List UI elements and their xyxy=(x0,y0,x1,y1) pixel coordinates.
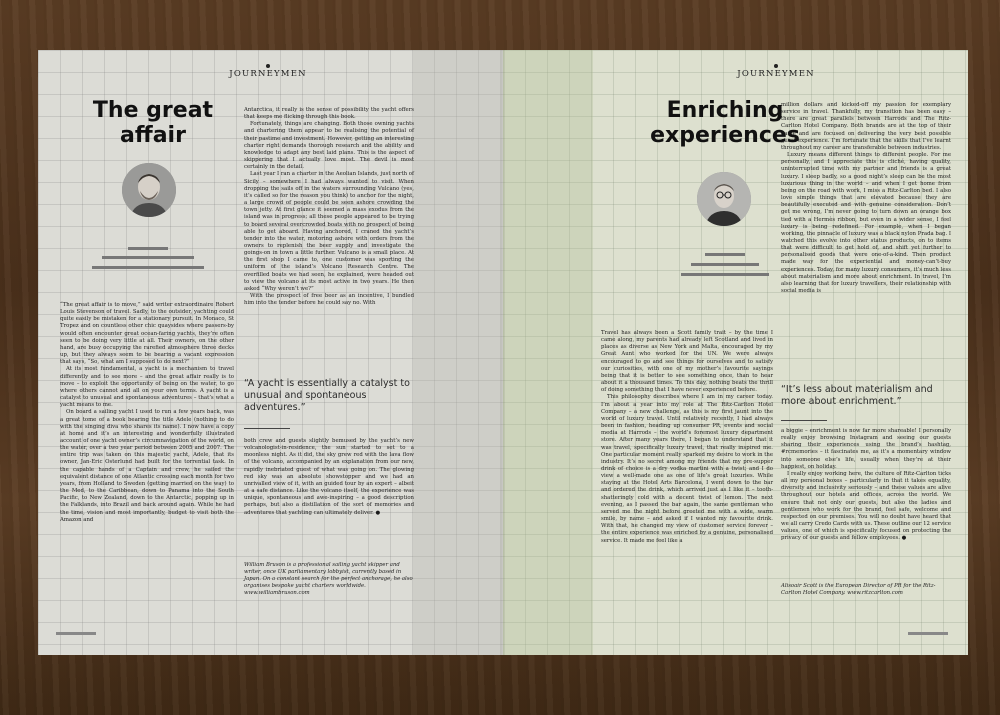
paragraph: I really enjoy working here, the culture of Ritz-Carlton ticks all my personal boxes – particularly in that it takes equality, diversity and inclusivity seriously – and these values are alive throughout our hotels and offices, across the world. We ensure that not only our guests, but also the ladies and gentlemen who work for the brand, feel safe, welcome and respected on our premises. You will no doubt have heard that we all carry Credo Cards with us. These outline our 12 service values, one of which is specifically focused on protecting the privacy of our guests and fellow employees. ● xyxy=(781,470,951,542)
page-number-bar xyxy=(56,632,96,635)
paragraph: On board a sailing yacht I used to run a few years back, was a great tome of a book bearing the title Adele (nothing to do with the singing diva who shares its name). I now have a copy at home and it’s an interesting and wonderfully illustrated account of one yacht owner’s circumnavigation of the world, on the water, over a two year period between 2005 and 2007. The entire trip was taken on this majestic yacht, Adele, that its owner, Jan-Eric Osterlund had built for the torrential task. In the capable hands of a Captain and crew, he sailed the equivalent distance of one Atlantic crossing each month for two years, from Holland to Sweden (getting married on the way) to the Med, to the Caribbean, down to Panama into the South Pacific, to New Zealand, down to the Antarctic, popping up in the Falklands, into Brazil and back around again. While he had the time, vision and most importantly, budget to visit both the Amazon and xyxy=(60,409,234,523)
paragraph: a biggie – enrichment is now far more shareable! I personally really enjoy browsing Instagram and seeing our guests sharing their experiences using the brand’s hashtag, #rcmemories – it fascinates me, as it’s a momentary window into someone else’s life, usually when they’re at their happiest, on holiday. xyxy=(781,428,951,470)
masthead xyxy=(208,64,328,79)
author-role-bar xyxy=(681,273,769,276)
title-line-2: experiences xyxy=(650,123,800,148)
author-name-bar xyxy=(128,247,168,250)
paragraph: both crew and guests slightly bemused by the yacht’s new volcanologist-in-residence, the sun started to set to a moonless night. As it did, the sky grew red with the lava flow of the volcano, accompanied by an explanation from our new, rapidly inebriated guest of what was going on. The glowing red sky was an absolute showstopper and we had an unrivalled view of it, with an guided tour by an expert – albeit at a safe distance. Like the volcano itself, the experience was unique, spontaneous and awe-inspiring – a good description perhaps, but also a distillation of the sort of memories and adventures that yachting can ultimately deliver. ● xyxy=(244,438,414,516)
masthead-dot-icon xyxy=(266,64,270,68)
title-line-1: The great xyxy=(92,98,214,123)
paragraph: “The great affair is to move,” said writer extraordinaire Robert Louis Stevenson of travel. Sadly, to the outsider, yachting could quite easily be mistaken for a stationary pursuit. In Monaco, St Tropez and on countless other chic quaysides where passers-by would often encounter great ocean-faring yachts, they’re often seen to be doing very little at all. Their owners, on the other hand, are busy occupying the rarefied atmosphere three decks up, but they always seem to be bearing a vacant expression that says, “So, what am I supposed to do next?” xyxy=(60,302,234,366)
pull-quote-rule xyxy=(244,428,290,429)
author-portrait xyxy=(697,172,751,226)
magazine-spread xyxy=(38,50,968,655)
left-page xyxy=(38,50,503,655)
author-name-bar xyxy=(705,253,745,256)
sage-column-band xyxy=(503,50,593,655)
masthead-label: JOURNEYMEN xyxy=(737,69,815,79)
masthead xyxy=(716,64,836,79)
body-column-1 xyxy=(601,330,773,545)
spine-gutter xyxy=(501,50,505,655)
paragraph: Last year I ran a charter in the Aeolian Islands, just north of Sicily – somewhere I had always wanted to visit. When dropping the sails off in the waters surrounding Vulcano (yes, it’s called so for the reason you think) to anchor for the night, a large crowd of people could be seen ashore crowding the town jetty. At first glance it seemed a mass exodus from the island was in progress; all these people appeared to be trying to board several overcrowded boats with no prospect of being able to get aboard. Having anchored, I craned the yacht’s tender into the water, motoring ashore with orders from the owners to replenish the beer supply and investigate the goings-on in town a little further. Vulcano is a small place. At the first shop I came to, one customer was sporting the uniform of the island’s Volcano Research Centre. The overfilled boats we had seen, he explained, were headed out to view the volcano at its most active in two years. He then asked “Why weren’t we?” xyxy=(244,171,414,292)
paragraph: Antarctica, it really is the sense of possibility the yacht offers that keeps me flicking through this book. xyxy=(244,107,414,121)
body-column-2-bottom xyxy=(244,438,414,517)
pull-quote-rule xyxy=(781,420,827,421)
author-role-bar xyxy=(92,266,204,269)
grey-column-band xyxy=(413,50,503,655)
right-page xyxy=(503,50,968,655)
paragraph: This philosophy describes where I am in my career today. I’m about a year into my role at The Ritz-Carlton Hotel Company – a new challenge, as this is my first jaunt into the world of luxury travel. Until relatively recently, I had always been in fashion, heading up consumer PR, events and social media at Harrods – the world’s foremost luxury department store. After many years there, I began to understand that it was travel, specifically luxury travel, that really inspired me. One particular moment really sparked my desire to work in the industry. It’s no secret among my friends that my pre-supper drink of choice is a dry vodka martini with a twist; and I do view a well-made one as one of life’s great luxuries. While staying at the Hotel Arts Barcelona, I went down to the bar and ordered the drink, which arrived just as I like it – tooth-shatteringly cold with a decent twist of lemon. The next evening, as I passed the bar again, the same gentleman who served me the night before greeted me with a wide, warm smile, by name – and asked if I wanted my favourite drink. With that, he changed my view of customer service forever – the entire experience was enriched by a genuine, personalised service. It made me feel like a xyxy=(601,394,773,544)
page-title xyxy=(63,98,243,148)
author-portrait xyxy=(122,163,176,217)
paragraph: Travel has always been a Scott family trait – by the time I came along, my parents had already left Scotland and lived in places as diverse as New York and Malta, encouraged by my Great Aunt who worked for the UN. We were always encouraged to go and see things for ourselves and to satisfy our curiosities, with one of my mother’s favourite sayings being that it is better to see something once, than to hear about it a thousand times. To this day, nothing beats the thrill of doing something that I have never experienced before. xyxy=(601,330,773,394)
paragraph: Luxury means different things to different people. For me personally, and I appreciate this is cliché, having quality, uninterrupted time with my partner and friends is a great luxury. I sleep badly, so a good night’s sleep can be the most luxurious thing in the world – and when I get home from being on the road with work, I miss a Ritz-Carlton bed. I also love simple things that are elevated because they are beautifully executed and with genuine consideration. Don’t get me wrong, I’m never going to turn down an orange box tied with a Hermès ribbon, but even in a wider sense, I feel luxury is being redefined. For example, when I began working, the pinnacle of luxury was a black nylon Prada bag. I watched this evolve into other status products, on to items that were difficult to get hold of, and shift yet further to personalised goods that were one-of-a-kind. Then product made way for the experiential and money-can’t-buy experiences. Today, for many luxury consumers, it’s much less about materialism and more about enrichment. In travel, I’m also learning that for luxury travellers, their relationship with social media is xyxy=(781,152,951,295)
page-number-bar xyxy=(908,632,948,635)
paragraph: With the prospect of free beer as an incentive, I bundled him into the tender before he could say no. With xyxy=(244,293,414,307)
masthead-label: JOURNEYMEN xyxy=(229,69,307,79)
body-column-1 xyxy=(60,302,234,524)
pull-quote: “A yacht is essentially a catalyst to unusual and spontaneous adventures.” xyxy=(244,378,410,413)
paragraph: million dollars and kicked-off my passion for exemplary service in travel. Thankfully, my transition has been easy – there are great parallels between Harrods and The Ritz-Carlton Hotel Company. Both brands are at the top of their game and are focused on delivering the very best possible guest experience. I’m fortunate that the skills that I’ve learnt throughout my career are transferable between industries. xyxy=(781,102,951,151)
paragraph: At its most fundamental, a yacht is a mechanism to travel differently and to see more – and the great affair really is to move – to exploit the opportunity of being on the water, to go where others cannot and all on your own terms. A yacht is a catalyst to unusual and spontaneous adventures – that’s what a yacht means to me. xyxy=(60,366,234,409)
paragraph: Fortunately, things are changing. Both those owning yachts and chartering them appear to be realising the potential of their pastime and investment. However, getting an interesting charter right demands thorough research and the ability and knowledge to adapt any best laid plans. This is the aspect of skippering that I actually love most. The devil is most certainly in the detail. xyxy=(244,121,414,171)
body-column-2-top xyxy=(244,107,414,307)
man-with-glasses-portrait-icon xyxy=(697,172,751,226)
title-line-1: Enriching xyxy=(666,98,784,123)
body-column-2-top xyxy=(781,102,951,295)
author-byline: Alisoair Scott is the European Director of PR for the Ritz-Carlton Hotel Company. www.ritzcarlton.com xyxy=(781,583,936,596)
author-title-bar xyxy=(691,263,759,266)
man-portrait-icon xyxy=(122,163,176,217)
author-title-bar xyxy=(102,256,194,259)
author-byline: William Bruson is a professional sailing yacht skipper and writer, once UK parliamentary lobbyist, currently based in Japan. On a constant search for the perfect anchorage, he also organises bespoke yacht charters worldwide. www.williambruson.com xyxy=(244,562,413,596)
masthead-dot-icon xyxy=(774,64,778,68)
body-column-2-bottom xyxy=(781,428,951,543)
pull-quote: “It’s less about materialism and more about enrichment.” xyxy=(781,384,933,407)
title-line-2: affair xyxy=(120,123,186,148)
